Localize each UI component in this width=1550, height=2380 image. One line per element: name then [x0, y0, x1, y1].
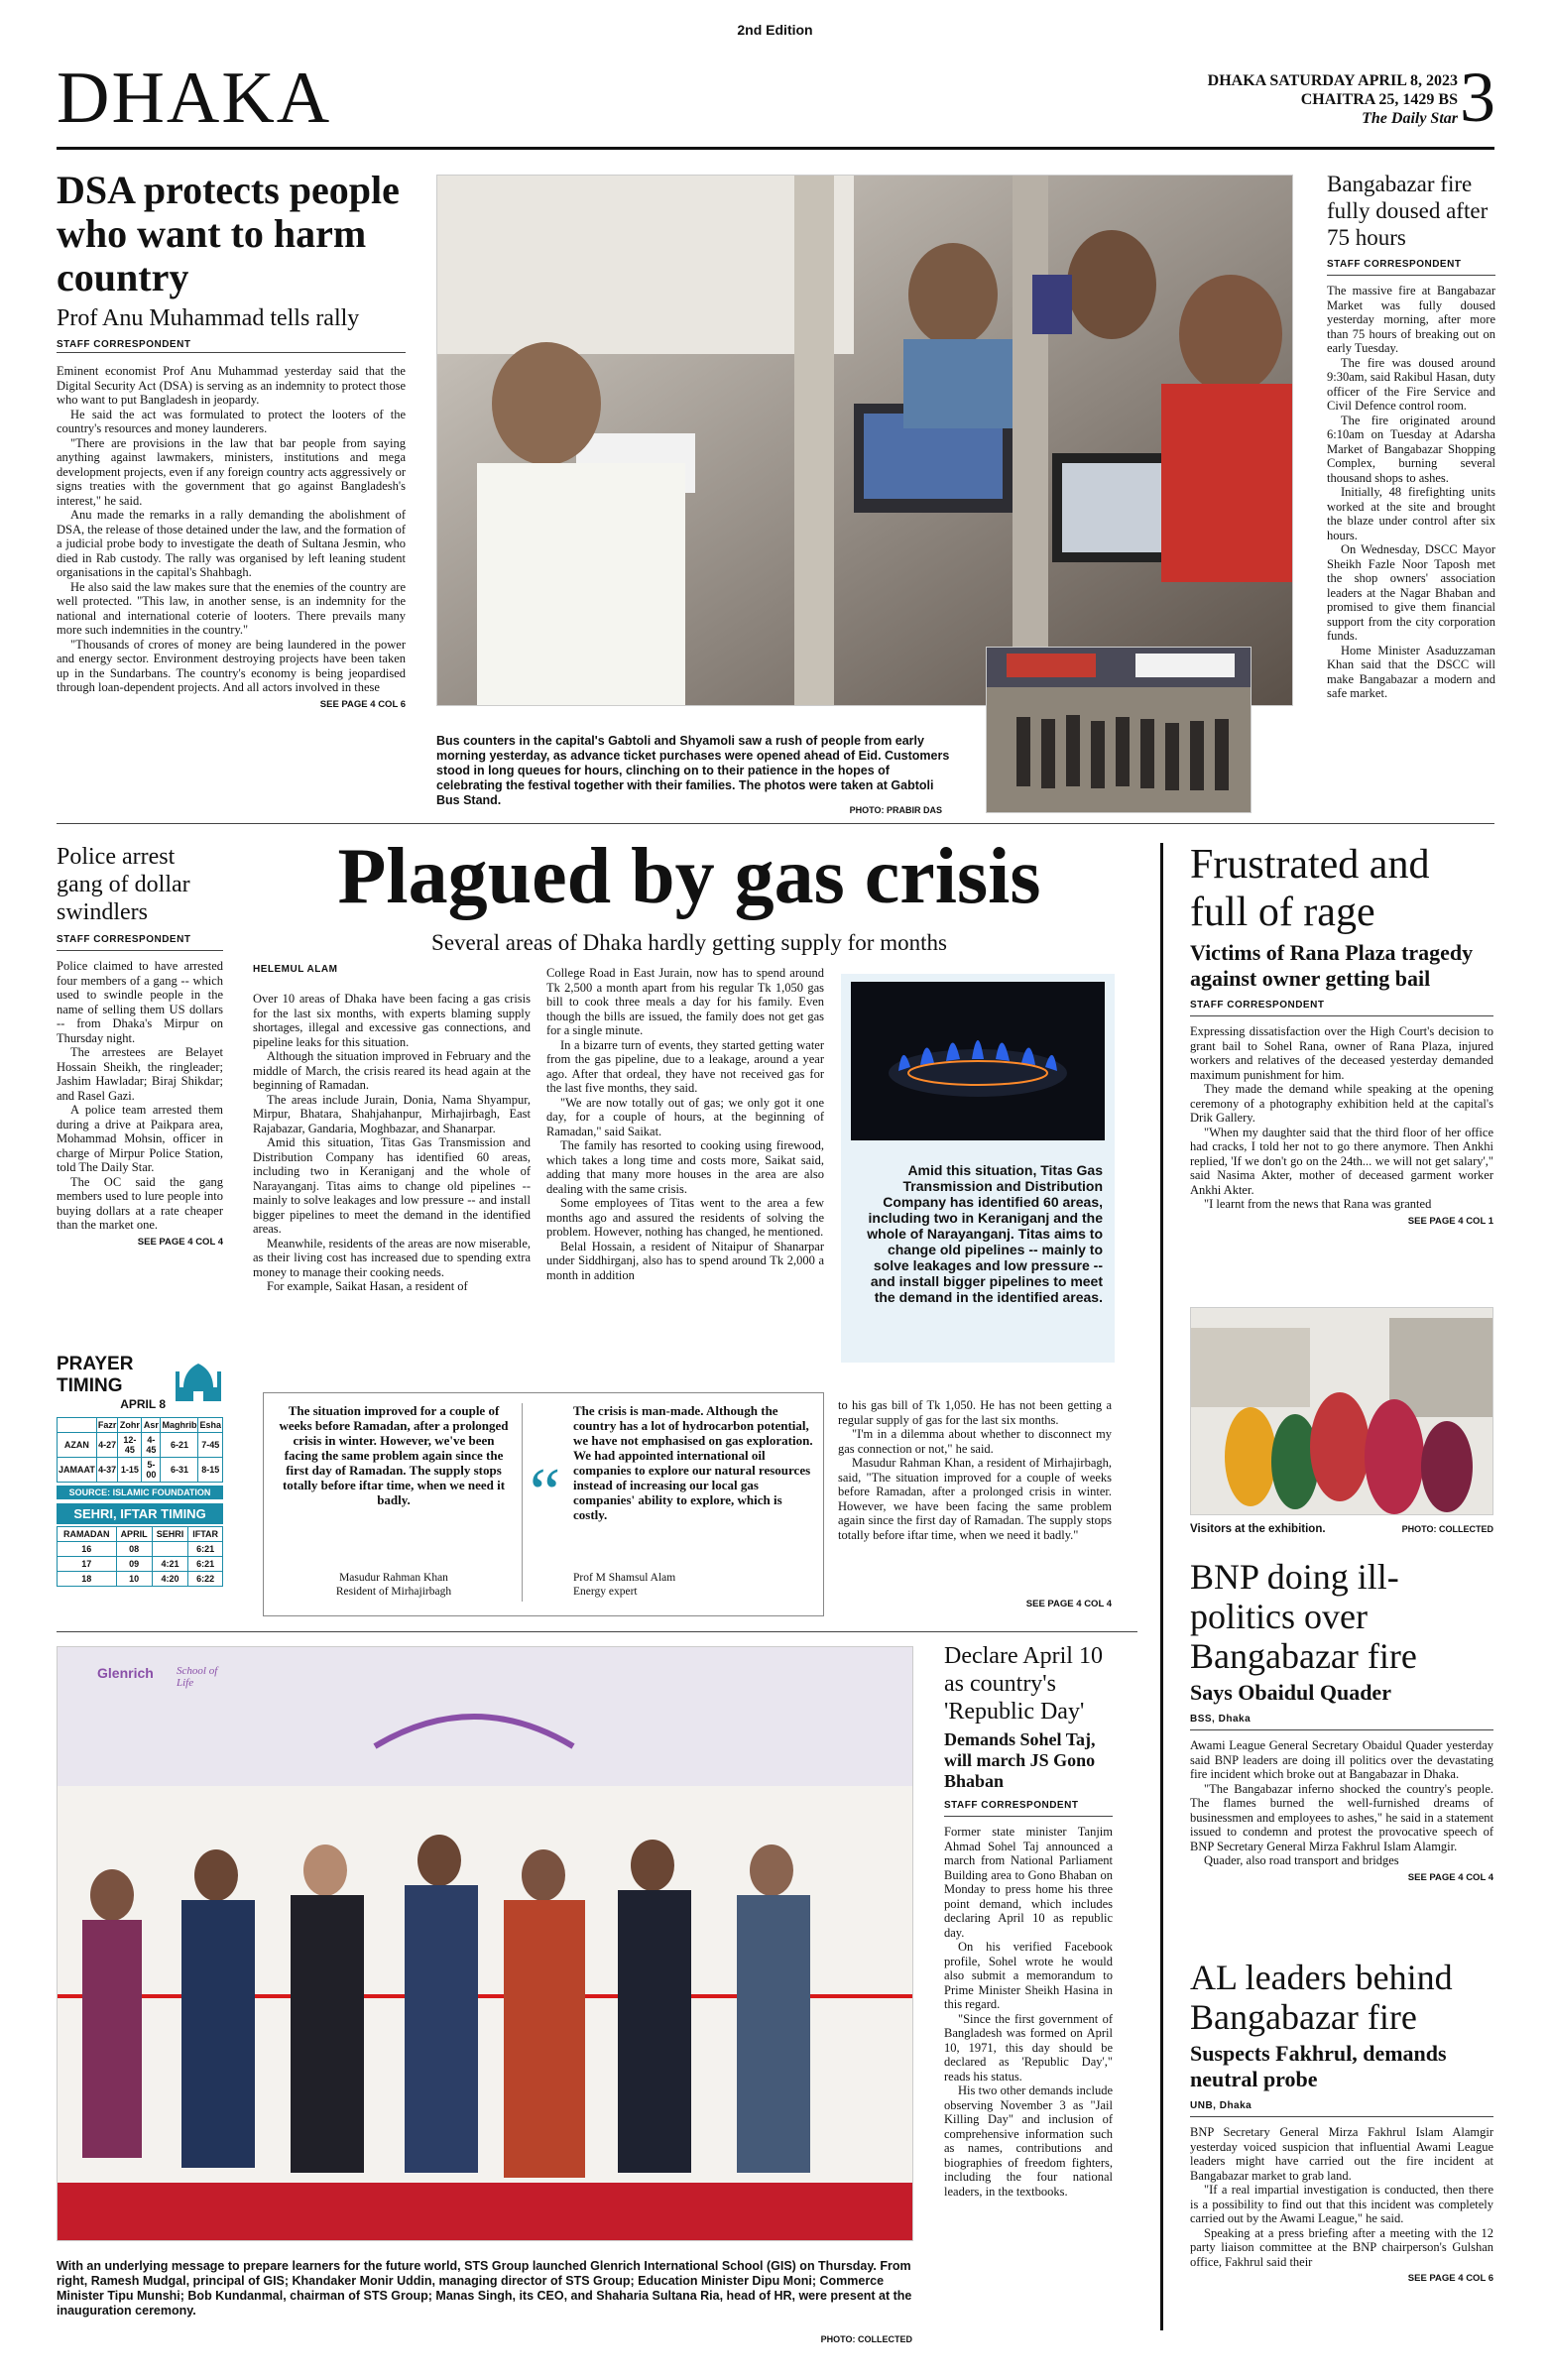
cell: 4:21 — [152, 1557, 188, 1572]
jump-line: SEE PAGE 4 COL 4 — [1025, 1599, 1112, 1609]
al-deck: Suspects Fakhrul, demands neutral probe — [1190, 2041, 1447, 2091]
cell: 6-21 — [161, 1433, 198, 1458]
paragraph: "If a real impartial investigation is conducted, then there is a possibility to find out that this incident was completely carried out by the Awami League," he said. — [1190, 2183, 1493, 2225]
quote-1-name: Masudur Rahman Khan — [339, 1572, 448, 1584]
paragraph: "Since the first government of Bangladesh was formed on April 10, 1971, this day should be declared as 'Republic Day'," reads his status. — [944, 2011, 1113, 2083]
exhibition-caption: Visitors at the exhibition. — [1190, 1523, 1326, 1535]
prayer-header: Maghrib — [161, 1418, 198, 1433]
dsa-deck: Prof Anu Muhammad tells rally — [57, 305, 360, 331]
paragraph: A police team arrested them during a drive at Paikpara area, Mohammad Mohsin, officer in charge of Mirpur Police Station, told The Daily Star. — [57, 1103, 223, 1174]
section-divider — [57, 823, 1494, 824]
paragraph: "I'm in a dilemma about whether to disconnect my gas connection or not," he said. — [838, 1427, 1112, 1456]
paragraph: to his gas bill of Tk 1,050. He has not been getting a regular supply of gas for the last six months. — [838, 1398, 1112, 1427]
paragraph: He said the act was formulated to protect the looters of the country's resources and money launderers. — [57, 407, 406, 436]
paragraph: The OC said the gang members used to lure people into buying dollars at a rate cheaper than the market one. — [57, 1174, 223, 1232]
paragraph: Home Minister Asaduzzaman Khan said that the DSCC will make Bangabazar a modern and safe market. — [1327, 643, 1495, 700]
exhibition-illustration — [1191, 1308, 1493, 1515]
police-headline: Police arrest gang of dollar swindlers — [57, 844, 190, 925]
quote-2: The crisis is man-made. Although the country has a lot of hydrocarbon potential, we have not emphasised on gas exploration. We had appointed international oil companies to explore our natural resources instead of increasing our local gas companies' ability to explore, which is costly. — [573, 1403, 813, 1522]
dsa-body — [57, 364, 406, 695]
prayer-timing-box — [57, 1354, 223, 1587]
bangabazar-body — [1327, 284, 1495, 701]
cell: AZAN — [58, 1433, 97, 1458]
cell: JAMAAT — [58, 1458, 97, 1483]
bnp-story — [1190, 1557, 1493, 1883]
cell: 5-00 — [142, 1458, 161, 1483]
gas-stove-photo — [851, 982, 1105, 1140]
paragraph: Quader, also road transport and bridges — [1204, 1853, 1399, 1867]
queue-photo — [986, 647, 1252, 813]
jump-line: SEE PAGE 4 COL 1 — [1407, 1215, 1493, 1227]
bangla-date-line: CHAITRA 25, 1429 BS — [1300, 91, 1458, 108]
date-line: DHAKA SATURDAY APRIL 8, 2023 — [1207, 72, 1458, 89]
paragraph: In a bizarre turn of events, they started getting water from the gas pipeline, due to a leakage, around a year ago. After that ordeal, they have not received gas for the last five months, they said. — [546, 1037, 824, 1095]
gas-col1 — [253, 992, 531, 1294]
table-row — [58, 1433, 223, 1458]
cell: 6:21 — [188, 1542, 223, 1557]
bnp-deck: Says Obaidul Quader — [1190, 1680, 1391, 1705]
cell — [152, 1542, 188, 1557]
cell: 8-15 — [198, 1458, 223, 1483]
bus-counter-illustration — [437, 176, 1293, 706]
paragraph: His two other demands include observing November 3 as "Jail Killing Day" and inclusion of comprehensive information such as names, contributions and biographies of freedom fighters, including the four national leaders, in the textbooks. — [944, 2083, 1113, 2199]
cell: 4-27 — [96, 1433, 118, 1458]
quote-1-role: Resident of Mirhajirbagh — [335, 1586, 452, 1598]
gas-flame-icon — [851, 982, 1105, 1140]
paragraph: They made the demand while speaking at the opening ceremony of a photography exhibition held at the capital's Drik Gallery. — [1190, 1082, 1493, 1125]
queue-illustration — [987, 648, 1252, 813]
rana-byline: STAFF CORRESPONDENT — [1190, 1000, 1493, 1016]
table-row — [58, 1572, 223, 1587]
table-row — [58, 1557, 223, 1572]
paragraph: Initially, 48 firefighting units worked at the site and brought the blaze under control after six hours. — [1327, 485, 1495, 542]
cell: 12-45 — [118, 1433, 142, 1458]
rana-body — [1190, 1024, 1493, 1212]
bangabazar-byline: STAFF CORRESPONDENT — [1327, 259, 1495, 276]
sehri-table — [57, 1526, 223, 1587]
cell: 16 — [58, 1542, 117, 1557]
declare-story — [944, 1642, 1113, 2199]
sehri-header: SEHRI — [152, 1527, 188, 1542]
prayer-header: Esha — [198, 1418, 223, 1433]
quote-2-name: Prof M Shamsul Alam — [573, 1572, 676, 1584]
gas-pullquote: Amid this situation, Titas Gas Transmission and Distribution Company has identified 60 areas, including two in Keraniganj and the whole of Narayanganj. Titas aims to change old pipelines -- mainly to solve leakages and low pressure -- and install bigger pipelines to meet the demand in the identified areas. — [867, 1162, 1103, 1305]
paragraph: Belal Hossain, a resident of Nitaipur of Shanarpar under Siddhirganj, also has to spend around Tk 2,000 a month in addition — [546, 1239, 824, 1282]
school-banner-tagline: School of Life — [177, 1665, 218, 1689]
cell: 6:22 — [188, 1572, 223, 1587]
police-body — [57, 959, 223, 1233]
al-body — [1190, 2125, 1493, 2269]
police-story — [57, 843, 223, 1248]
sehri-header: IFTAR — [188, 1527, 223, 1542]
edition-label: 2nd Edition — [737, 22, 813, 38]
sehri-header: APRIL — [116, 1527, 152, 1542]
school-credit: PHOTO: COLLECTED — [820, 2334, 912, 2344]
rana-story — [1190, 841, 1493, 1227]
cell: 4-37 — [96, 1458, 118, 1483]
bangabazar-headline: Bangabazar fire fully doused after 75 hours — [1327, 172, 1489, 250]
table-row — [58, 1458, 223, 1483]
paragraph: "When my daughter said that the third floor of her office had cracks, I told her not to go there anymore. Then Ankhi replied, 'If we don't go on the 24th... we will not get salary'," said Nasima Akter, mother of deceased garment worker Ankhi Akter. — [1190, 1125, 1493, 1197]
bnp-headline: BNP doing ill-politics over Bangabazar fire — [1190, 1557, 1417, 1676]
section-divider — [57, 1631, 1137, 1632]
jump-line: SEE PAGE 4 COL 4 — [1407, 1871, 1493, 1883]
cell: 7-45 — [198, 1433, 223, 1458]
quote-2-role: Energy expert — [573, 1586, 638, 1598]
prayer-header — [58, 1418, 97, 1433]
paragraph: Eminent economist Prof Anu Muhammad yesterday said that the Digital Security Act (DSA) is serving as an indemnity to protect those who want to put Bangladesh in jeopardy. — [57, 364, 406, 408]
prayer-title: PRAYER TIMING — [57, 1354, 134, 1396]
paragraph: "Thousands of crores of money are being laundered in the power and energy sector. Environment destroying projects have been taken up in the Sundarbans. The country's economy is being jeopardised through loan-dependent projects. And all actors involved in these — [57, 637, 406, 695]
cell: 4:20 — [152, 1572, 188, 1587]
bnp-byline: BSS, Dhaka — [1190, 1714, 1493, 1730]
paper-name: The Daily Star — [1362, 110, 1458, 127]
dsa-byline: STAFF CORRESPONDENT — [57, 339, 191, 351]
paragraph: "There are provisions in the law that bar people from saying anything against lawmakers, ministers, institutions and mega development projects, even if any foreign country acts aggressively or signs treaties with the government that go against Bangladesh's interest," he said. — [57, 435, 406, 508]
cell: 1-15 — [118, 1458, 142, 1483]
table-row — [58, 1542, 223, 1557]
quote-mark-icon: “ — [530, 1455, 561, 1531]
section-title: DHAKA — [57, 58, 332, 139]
prayer-table — [57, 1417, 223, 1483]
school-caption: With an underlying message to prepare learners for the future world, STS Group launched Glenrich International School (GIS) on Thursday. From right, Ramesh Mudgal, principal of GIS; Khandaker Monir Uddin, managing director of STS Group; Education Minister Dipu Moni; Commerce Minister Tipu Munshi; Bob Kundanmal, chairman of STS Group; Manas Singh, its CEO, and Shaharia Sultana Ria, head of HR, were present at the inauguration ceremony. — [57, 2259, 912, 2318]
quotes-box — [263, 1392, 824, 1616]
prayer-header: Asr — [142, 1418, 161, 1433]
paragraph: Amid this situation, Titas Gas Transmission and Distribution Company has identified 60 areas, including two in Keraniganj and the whole of Narayanganj. Titas aims to change old pipelines -- mainly to solve leakages and low pressure -- and install bigger pipelines to meet the demand in the identified areas. — [253, 1135, 531, 1236]
paragraph: The fire originated around 6:10am on Tuesday at Adarsha Market of Bangabazar Shopping Complex, burning several thousand shops to ashes. — [1327, 413, 1495, 485]
paragraph: The family has resorted to cooking using firewood, which takes a long time and costs more, Saikat said, adding that many more houses in the area are also dealing with the same crisis. — [546, 1138, 824, 1196]
paragraph: College Road in East Jurain, now has to spend around Tk 2,500 a month apart from his regular Tk 1,050 gas bill to cook three meals a day for his family. Even though the bills are issued, the family does not get gas for a single minute. — [546, 966, 824, 1037]
paragraph: "I learnt from the news that Rana was granted — [1204, 1197, 1432, 1211]
paragraph: Former state minister Tanjim Ahmad Sohel Taj announced a march from National Parliament Building area to Gono Bhaban on Monday to press home his three point demand, which includes declaring April 10 as republic day. — [944, 1825, 1113, 1940]
bus-photo-caption: Bus counters in the capital's Gabtoli and Shyamoli saw a rush of people from early morning yesterday, as advance ticket purchases were opened ahead of Eid. Customers stood in long queues for hours, clinching on to their patience in the hopes of celebrating the festival together with their families. The photos were taken at Gabtoli Bus Stand. — [436, 734, 950, 807]
paragraph: Over 10 areas of Dhaka have been facing a gas crisis for the last six months, with experts blaming supply shortages, illegal and excessive gas connections, and pipeline leaks for this situation. — [253, 992, 531, 1049]
prayer-header: Zohr — [118, 1418, 142, 1433]
cell: 6:21 — [188, 1557, 223, 1572]
paragraph: BNP Secretary General Mirza Fakhrul Islam Alamgir yesterday voiced suspicion that influential Awami League leaders might have carried out the fire incident at Bangabazar market to grab land. — [1190, 2125, 1493, 2183]
declare-deck: Demands Sohel Taj, will march JS Gono Bhaban — [944, 1729, 1096, 1791]
bangabazar-story — [1327, 171, 1495, 701]
divider — [522, 1403, 523, 1602]
divider — [57, 352, 406, 353]
declare-byline: STAFF CORRESPONDENT — [944, 1800, 1113, 1817]
cell: 17 — [58, 1557, 117, 1572]
exhibition-photo — [1190, 1307, 1493, 1515]
police-byline: STAFF CORRESPONDENT — [57, 934, 223, 951]
al-byline: UNB, Dhaka — [1190, 2100, 1493, 2117]
paragraph: "We are now totally out of gas; we only got it one day, for a couple of hours, at the beginning of Ramadan," said Saikat. — [546, 1095, 824, 1138]
prayer-date: APRIL 8 — [120, 1397, 166, 1411]
cell: 18 — [58, 1572, 117, 1587]
date-block — [1170, 71, 1458, 128]
paragraph: Police claimed to have arrested four members of a gang -- which used to swindle people in the name of selling them US dollars -- from Dhaka's Mirpur on Thursday night. — [57, 959, 223, 1045]
paragraph: The areas include Jurain, Donia, Nama Shyampur, Mirpur, Bhatara, Shahjahanpur, Mirhajirbagh, East Rajabazar, Gandaria, Moghbazar, and Shanarpar. — [253, 1092, 531, 1135]
sehri-title: SEHRI, IFTAR TIMING — [57, 1503, 223, 1524]
jump-line: SEE PAGE 4 COL 4 — [137, 1236, 223, 1248]
paragraph: Expressing dissatisfaction over the High Court's decision to grant bail to Sohel Rana, owner of Rana Plaza, injured workers and relatives of the deceased yesterday demanded maximum punishment for him. — [1190, 1024, 1493, 1082]
exhibition-credit: PHOTO: COLLECTED — [1401, 1524, 1493, 1534]
gas-byline: HELEMUL ALAM — [253, 964, 338, 975]
jump-line: SEE PAGE 4 COL 6 — [319, 698, 406, 710]
dsa-story — [57, 169, 406, 710]
prayer-header: Fazr — [96, 1418, 118, 1433]
school-launch-illustration — [58, 1647, 913, 2241]
paragraph: On Wednesday, DSCC Mayor Sheikh Fazle Noor Taposh met the shop owners' association leaders at the Nagar Bhaban and promised to give them financial support from the city corporation funds. — [1327, 542, 1495, 643]
bus-photo-credit: PHOTO: PRABIR DAS — [849, 805, 942, 815]
sehri-header: RAMADAN — [58, 1527, 117, 1542]
page-number: 3 — [1460, 58, 1495, 137]
paragraph: Speaking at a press briefing after a meeting with the 12 party liaison committee at the BNP chairperson's Gulshan office, Fakhrul said their — [1190, 2225, 1493, 2269]
bus-counter-photo — [436, 175, 1293, 706]
al-headline: AL leaders behind Bangabazar fire — [1190, 1958, 1453, 2037]
paragraph: Masudur Rahman Khan, a resident of Mirhajirbagh, said, "The situation improved for a couple of weeks before Ramadan, after a prolonged crisis in winter. However, we have been facing the same problem again since the first day of Ramadan. The supply stops totally before iftar time, when we need it badly." — [838, 1456, 1112, 1542]
quote-1: The situation improved for a couple of weeks before Ramadan, after a prolonged crisis in winter. However, we've been facing the same problem again since the first day of Ramadan. The supply stops totally before iftar time, when we need it badly. — [279, 1403, 509, 1507]
gas-col3 — [838, 1398, 1112, 1542]
rana-deck: Victims of Rana Plaza tragedy against owner getting bail — [1190, 940, 1474, 991]
declare-headline: Declare April 10 as country's 'Republic Day' — [944, 1643, 1103, 1725]
paragraph: On his verified Facebook profile, Sohel wrote he would also submit a memorandum to Prime Minister Sheikh Hasina in this regard. — [944, 1940, 1113, 2011]
paragraph: Although the situation improved in February and the middle of March, the crisis reared its head again at the beginning of Ramadan. — [253, 1049, 531, 1092]
al-story — [1190, 1958, 1493, 2284]
rana-headline: Frustrated and full of rage — [1190, 842, 1430, 935]
paragraph: The massive fire at Bangabazar Market was fully doused yesterday morning, after more than 75 hours of breaking out on early Tuesday. — [1327, 284, 1495, 355]
paragraph: "The Bangabazar inferno shocked the country's people. The flames burned the well-furnished dreams of businessmen and employees to ashes," he said in a statement issued to condemn and protest the provocative speech of BNP Secretary General Mirza Fakhrul Islam Alamgir. — [1190, 1781, 1493, 1853]
paragraph: Meanwhile, residents of the areas are now miserable, as their living cost has increased due to spending extra money to manage their cooking needs. — [253, 1236, 531, 1279]
paragraph: The fire was doused around 9:30am, said Rakibul Hasan, duty officer of the Fire Service and Civil Defence control room. — [1327, 355, 1495, 413]
paragraph: Some employees of Titas went to the area a few months ago and assured the residents of solving the problem. However, nothing has changed, he mentioned. — [546, 1196, 824, 1239]
mosque-icon — [174, 1360, 223, 1405]
gas-headline: Plagued by gas crisis — [337, 833, 1041, 920]
paragraph: The arrestees are Belayet Hossain Sheikh, the ringleader; Jashim Hawladar; Biraj Shikdar; and Rasel Gazi. — [57, 1045, 223, 1103]
dsa-headline: DSA protects people who want to harm country — [57, 168, 400, 299]
cell: 6-31 — [161, 1458, 198, 1483]
cell: 10 — [116, 1572, 152, 1587]
masthead-rule — [57, 147, 1494, 150]
gas-pullquote-box — [841, 974, 1115, 1363]
gas-deck: Several areas of Dhaka hardly getting supply for months — [431, 930, 947, 955]
paragraph: For example, Saikat Hasan, a resident of — [267, 1279, 468, 1293]
vertical-rule — [1160, 843, 1163, 2330]
glenrich-banner: Glenrich — [97, 1665, 154, 1681]
cell: 09 — [116, 1557, 152, 1572]
paragraph: He also said the law makes sure that the enemies of the country are well protected. "This law, in another sense, is an indemnity for the national and international coterie of looters. There prevails many more such indemnities in the country." — [57, 579, 406, 638]
declare-body — [944, 1825, 1113, 2199]
cell: 4-45 — [142, 1433, 161, 1458]
gas-col2 — [546, 966, 824, 1282]
prayer-source: SOURCE: ISLAMIC FOUNDATION — [57, 1486, 223, 1499]
jump-line: SEE PAGE 4 COL 6 — [1407, 2273, 1493, 2284]
paragraph: Anu made the remarks in a rally demanding the abolishment of DSA, the release of those detained under the law, and the formation of a judicial probe body to investigate the death of Sultana Jesmin, who died in Rab custody. The rally was organised by left leaning student organisations in the capital's Shahbagh. — [57, 508, 406, 580]
school-launch-photo — [57, 1646, 913, 2241]
paragraph: Awami League General Secretary Obaidul Quader yesterday said BNP leaders are doing ill politics over the devastating fire incident which broke out at Bangabazar in Dhaka. — [1190, 1738, 1493, 1781]
bnp-body — [1190, 1738, 1493, 1868]
cell: 08 — [116, 1542, 152, 1557]
